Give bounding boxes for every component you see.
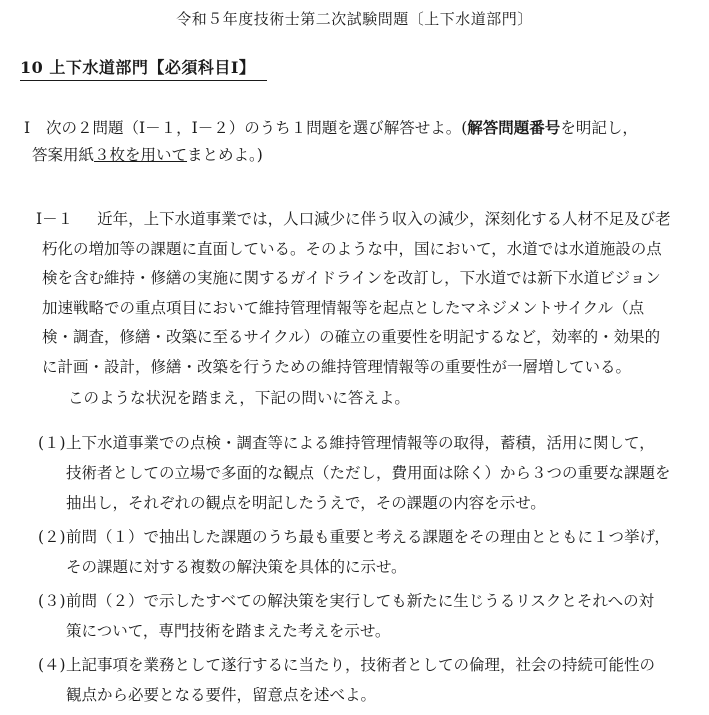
intro-text-4: まとめよ。): [187, 146, 263, 164]
subquestion-line: [38, 428, 702, 458]
subquestion-line: [38, 650, 702, 680]
intro-text-3: 答案用紙: [32, 146, 95, 164]
intro-text-2: を明記し，: [560, 119, 638, 137]
intro-line-2: [24, 142, 704, 169]
subquestion-text: 技術者としての立場で多面的な観点（ただし，費用面は除く）から３つの重要な課題を: [66, 464, 671, 482]
intro-underline-three-sheets: ３枚を用いて: [94, 146, 188, 164]
question-text-line-1: 近年，上下水道事業では，人口減少に伴う収入の減少，深刻化する人材不足及び老: [97, 210, 671, 228]
subquestion-2: [38, 522, 702, 582]
subquestion-text: 策について，専門技術を踏まえた考えを示せ。: [66, 622, 391, 640]
subquestion-text: 上記事項を業務として遂行するに当たり，技術者としての倫理，社会の持続可能性の: [66, 656, 656, 674]
subquestion-number: (３): [38, 592, 66, 610]
question-line: [36, 205, 702, 235]
subquestion-text: 上下水道事業での点検・調査等による維持管理情報等の取得，蓄積，活用に関して，: [66, 434, 655, 452]
intro-instructions: [24, 114, 704, 169]
subquestion-3: [38, 586, 702, 646]
intro-bold-answer-number: 解答問題番号: [467, 118, 561, 137]
intro-text-1: 次の２問題（Ⅰ－１，Ⅰ－２）のうち１問題を選び解答せよ。(: [46, 119, 468, 137]
subquestion-4: [38, 650, 702, 710]
subquestion-1: [38, 428, 702, 518]
subquestion-text: 観点から必要となる要件，留意点を述べよ。: [66, 686, 377, 704]
intro-line-1: [24, 114, 704, 142]
question-text-line-4: 加速戦略での重点項目において維持管理情報等を起点としたマネジメントサイクル（点: [42, 298, 645, 317]
subquestion-list: [38, 428, 702, 714]
question-text-line-5: 検・調査，修繕・改築に至るサイクル）の確立の重要性を明記するなど，効率的・効果的: [42, 328, 661, 346]
question-text-line-6: に計画・設計，修繕・改築を行うための維持管理情報等の重要性が一層増している。: [42, 357, 632, 376]
document-title: 令和５年度技術士第二次試験問題〔上下水道部門〕: [176, 10, 533, 28]
department-heading: 10 上下水道部門【必須科目Ⅰ】: [20, 55, 267, 81]
subquestion-number: (４): [38, 656, 66, 674]
subquestion-number: (１): [38, 434, 66, 452]
question-1-1: [36, 205, 702, 414]
subquestion-text: 前問（１）で抽出した課題のうち最も重要と考える課題をその理由とともに１つ挙げ，: [66, 528, 670, 546]
subquestion-text: 前問（２）で示したすべての解決策を実行しても新たに生じうるリスクとそれへの対: [66, 592, 655, 610]
question-label: Ⅰ－１: [36, 210, 74, 228]
subquestion-text: 抽出し，それぞれの観点を明記したうえで，その課題の内容を示せ。: [66, 494, 546, 512]
question-instruction: このような状況を踏まえ，下記の問いに答えよ。: [68, 389, 410, 407]
question-text-line-3: 検を含む維持・修繕の実施に関するガイドラインを改訂し，下水道では新下水道ビジョン: [42, 269, 661, 287]
intro-roman-numeral: Ⅰ: [24, 119, 31, 137]
subquestion-line: [38, 522, 702, 552]
subquestion-number: (２): [38, 528, 66, 546]
subquestion-line: [38, 586, 702, 616]
question-text-line-2: 朽化の増加等の課題に直面している。そのような中，国において，水道では水道施設の点: [42, 239, 662, 258]
subquestion-text: その課題に対する複数の解決策を具体的に示せ。: [66, 558, 407, 576]
